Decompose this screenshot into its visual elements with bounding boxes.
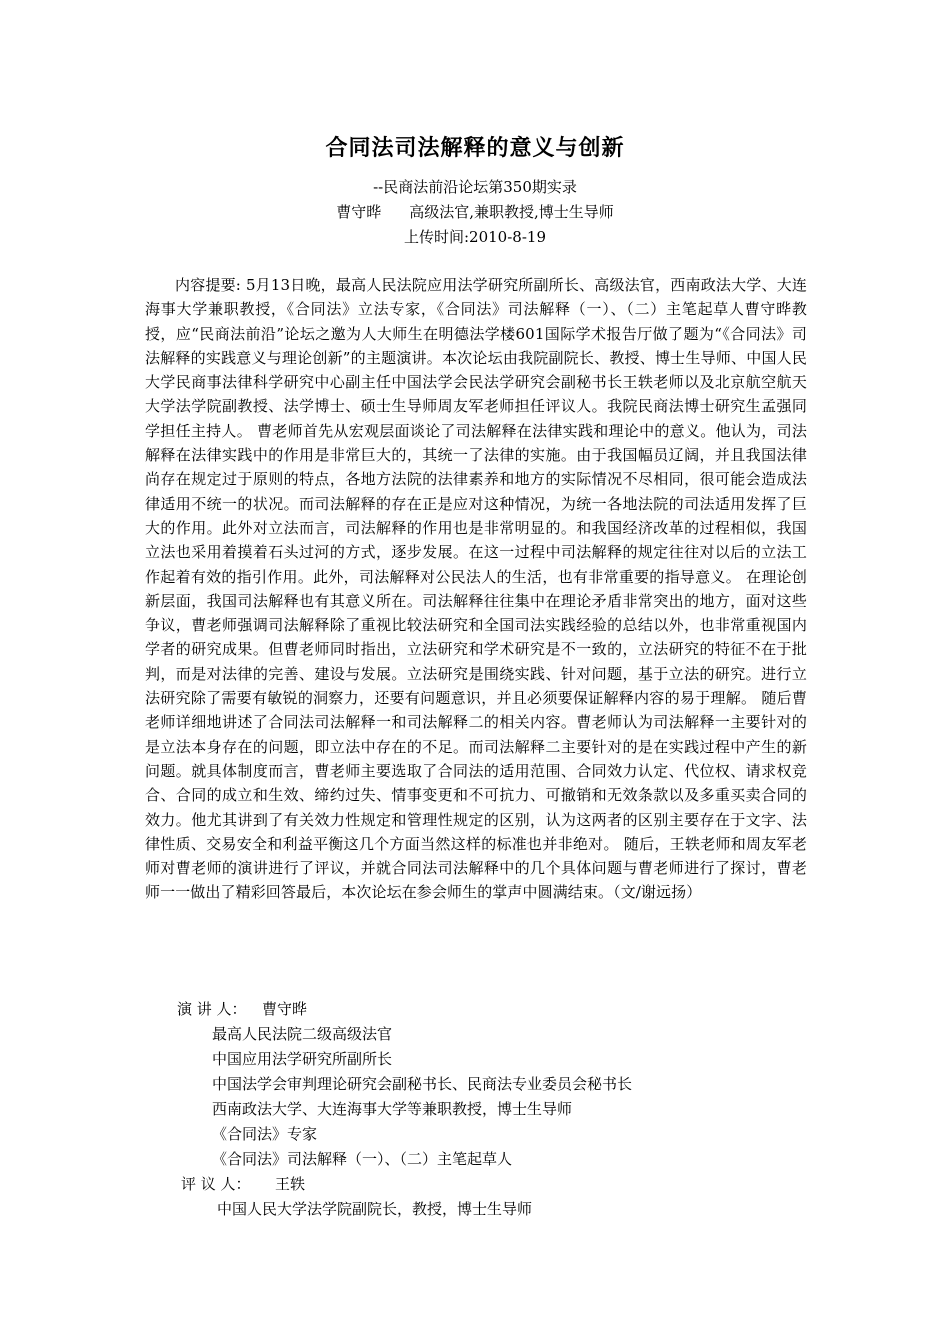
author-line [0,201,950,223]
speaker-position-text: 西南政法大学、大连海事大学等兼职教授，博士生导师 [212,1100,573,1118]
speaker-position-text: 中国应用法学研究所副所长 [212,1050,393,1068]
speaker-position-text: 最高人民法院二级高级法官 [212,1025,393,1043]
summary-text: 5月13日晚，最高人民法院应用法学研究所副所长、高级法官，西南政法大学、大连海事大学兼职教授，《合同法》立法专家，《合同法》司法解释（一）、（二）主笔起草人曹守晔教授，应“民商法前沿”论坛之邀为人大师生在明德法学楼601国际学术报告厅做了题为“《合同法》司法解释的实践意义与理论创新”的主题演讲。本次论坛由我院副院长、教授、博士生导师、中国人民大学民商事法律科学研究中心副主任中国法学会民法学研究会副秘书长王轶老师以及北京航空航天大学法学院副教授、法学博士、硕士生导师周友军老师担任评议人。我院民商法博士研究生孟强同学担任主持人。 曹老师首先从宏观层面谈论了司法解释在法律实践和理论中的意义。他认为，司法解释在法律实践中的作用是非常巨大的，其统一了法律的实施。由于我国幅员辽阔，并且我国法律尚存在规定过于原则的特点，各地方法院的法律素养和地方的实际情况不尽相同，很可能会造成法律适用不统一的状况。而司法解释的存在正是应对这种情况，为统一各地法院的司法适用发挥了巨大的作用。此外对立法而言，司法解释的作用也是非常明显的。和我国经济改革的过程相似，我国立法也采用着摸着石头过河的方式，逐步发展。在这一过程中司法解释的规定往往对以后的立法工作起着有效的指引作用。此外，司法解释对公民法人的生活，也有非常重要的指导意义。 在理论创新层面，我国司法解释也有其意义所在。司法解释往往集中在理论矛盾非常突出的地方，面对这些争议，曹老师强调司法解释除了重视比较法研究和全国司法实践经验的总结以外，也非常重视国内学者的研究成果。但曹老师同时指出，立法研究和学术研究是不一致的，立法研究的特征不在于批判，而是对法律的完善、建设与发展。立法研究是围绕实践、针对问题，基于立法的研究。进行立法研究除了需要有敏锐的洞察力，还要有问题意识，并且必须要保证解释内容的易于理解。 随后曹老师详细地讲述了合同法司法解释一和司法解释二的相关内容。曹老师认为司法解释一主要针对的是立法本身存在的问题，即立法中存在的不足。而司法解释二主要针对的是在实践过程中产生的新问题。就具体制度而言，曹老师主要选取了合同法的适用范围、合同效力认定、代位权、请求权竞合、合同的成立和生效、缔约过失、情事变更和不可抗力、可撤销和无效条款以及多重买卖合同的效力。他尤其讲到了有关效力性规定和管理性规定的区别，认为这两者的区别主要存在于文字、法律性质、交易安全和利益平衡这几个方面当然这样的标准也并非绝对。 随后，王轶老师和周友军老师对曹老师的演讲进行了评议，并就合同法司法解释中的几个具体问题与曹老师进行了探讨，曹老师一一做出了精彩回答最后，本次论坛在参会师生的掌声中圆满结束。（文/谢远扬） [145,276,807,902]
summary-paragraph [145,273,807,905]
subtitle: --民商法前沿论坛第350期实录 [373,178,577,196]
commentator-position-text: 中国人民大学法学院副院长，教授，博士生导师 [217,1200,533,1218]
speaker-position-text: 《合同法》司法解释（一）、（二）主笔起草人 [212,1150,513,1168]
speaker-label: 演 讲 人： [177,1000,247,1018]
author-titles: 高级法官,兼职教授,博士生导师 [409,203,614,221]
speaker-position-text: 中国法学会审判理论研究会副秘书长、民商法专业委员会秘书长 [212,1075,633,1093]
commentator-name: 王轶 [275,1175,306,1193]
speaker-position-text: 《合同法》专家 [212,1125,318,1143]
upload-time: 上传时间:2010-8-19 [404,228,546,246]
speaker-name: 曹守晔 [262,1000,308,1018]
commentator-label: 评 议 人： [181,1175,251,1193]
summary-label: 内容提要: [175,276,241,294]
page-title: 合同法司法解释的意义与创新 [325,135,625,161]
author-name: 曹守晔 [336,203,382,221]
